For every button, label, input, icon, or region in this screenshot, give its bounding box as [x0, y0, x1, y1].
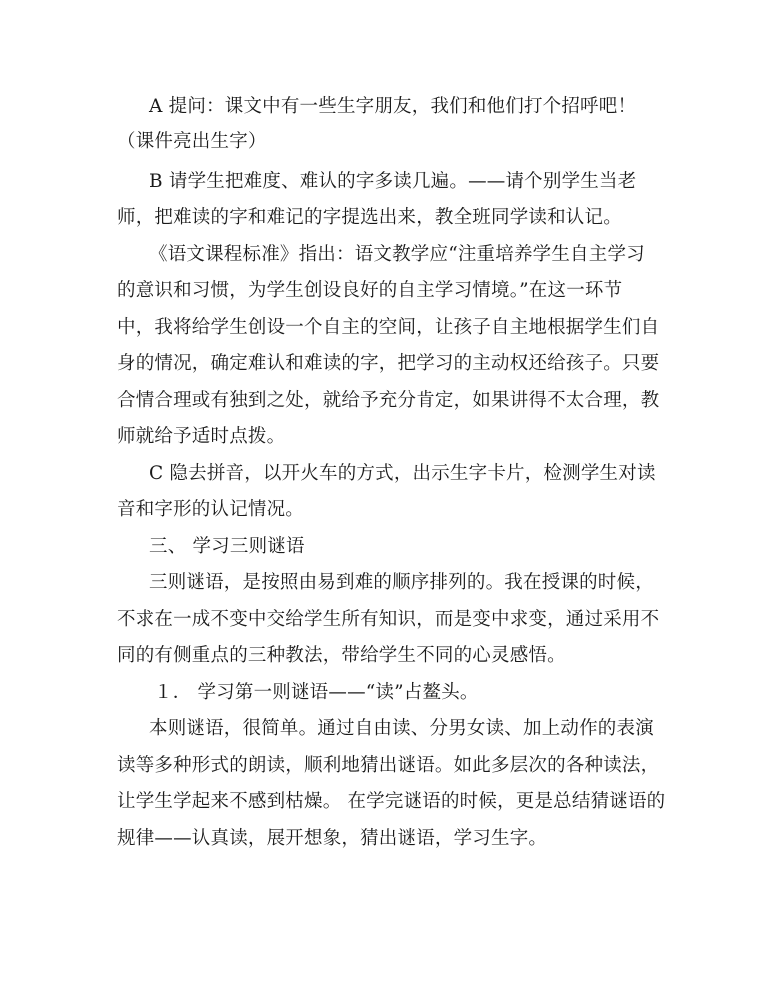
paragraph-line: 规律——认真读，展开想象，猜出谜语，学习生字。 — [117, 828, 548, 849]
subsection-heading: １． 学习第一则谜语——“读”占鳌头。 — [154, 682, 479, 703]
paragraph-line: 本则谜语，很简单。通过自由读、分男女读、加上动作的表演 — [149, 718, 654, 739]
section-heading: 三、 学习三则谜语 — [149, 536, 305, 557]
paragraph-line: 的意识和习惯，为学生创设良好的自主学习情境。”在这一环节 — [117, 280, 623, 301]
paragraph-line: B 请学生把难度、难认的字多读几遍。——请个别学生当老 — [149, 171, 637, 192]
paragraph-line: 合情合理或有独到之处，就给予充分肯定，如果讲得不太合理，教 — [117, 390, 660, 411]
paragraph-line: C 隐去拼音，以开火车的方式，出示生字卡片，检测学生对读 — [149, 463, 656, 484]
paragraph-line: 身的情况，确定难认和难读的字，把学习的主动权还给孩子。只要 — [117, 353, 660, 374]
paragraph-line: （课件亮出生字） — [117, 131, 267, 152]
paragraph-line: 《语文课程标准》指出：语文教学应“注重培养学生自主学习 — [149, 244, 645, 265]
paragraph-line: 读等多种形式的朗读，顺利地猜出谜语。如此多层次的各种读法， — [117, 755, 660, 776]
paragraph-line: 三则谜语，是按照由易到难的顺序排列的。我在授课的时候， — [149, 572, 654, 593]
paragraph-line: A 提问：课文中有一些生字朋友，我们和他们打个招呼吧！ — [149, 96, 637, 117]
paragraph-line: 音和字形的认记情况。 — [117, 499, 305, 520]
paragraph-line: 中，我将给学生创设一个自主的空间，让孩子自主地根据学生们自 — [117, 317, 660, 338]
paragraph-line: 同的有侧重点的三种教法，带给学生不同的心灵感悟。 — [117, 645, 566, 666]
paragraph-line: 师，把难读的字和难记的字提选出来，教全班同学读和认记。 — [117, 207, 622, 228]
paragraph-line: 不求在一成不变中交给学生所有知识，而是变中求变，通过采用不 — [117, 609, 660, 630]
paragraph-line: 让学生学起来不感到枯燥。 在学完谜语的时候，更是总结猜谜语的 — [117, 791, 666, 812]
paragraph-line: 师就给予适时点拨。 — [117, 426, 286, 447]
